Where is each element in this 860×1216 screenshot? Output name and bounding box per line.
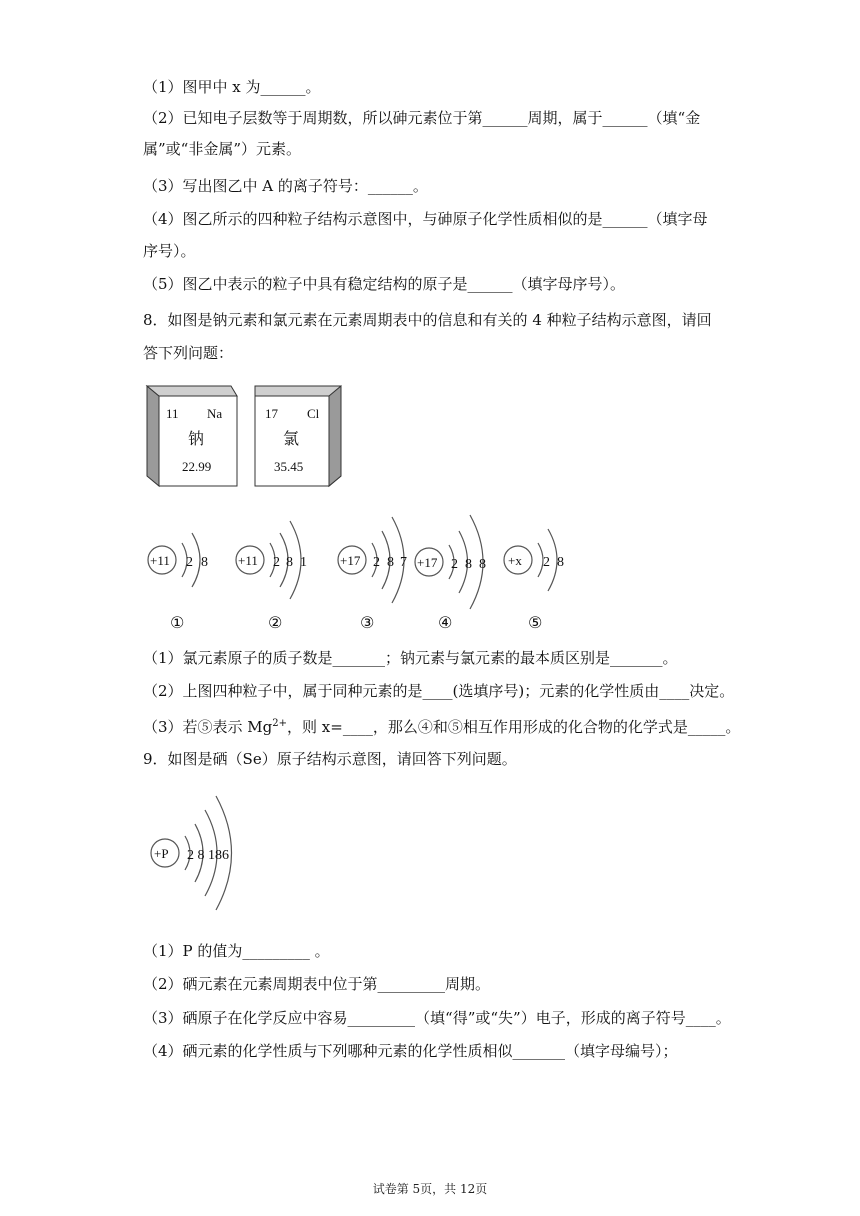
q7-2-line2: 属”或“非金属”）元素。: [143, 140, 302, 158]
q7-1: （1）图甲中 x 为______。: [143, 78, 321, 96]
q9-3: （3）硒原子在化学反应中容易_________（填“得”或“失”）电子，形成的离子符号____。: [143, 1009, 731, 1027]
page-footer: 试卷第 5页，共 12页: [372, 1182, 488, 1196]
particle-2-shell-3: 1: [300, 555, 307, 570]
particle-5-label: ⑤: [528, 613, 543, 632]
particle-5: [504, 529, 564, 632]
particle-4-label: ④: [438, 613, 453, 632]
particle-1-shell-1: 2: [186, 555, 193, 570]
particle-2: [236, 521, 307, 632]
particle-1-shell-2: 8: [201, 555, 208, 570]
particle-3-shell-1: 2: [373, 555, 380, 570]
tile-cl-number: 17: [265, 406, 278, 421]
q7-2-line1: （2）已知电子层数等于周期数，所以砷元素位于第______周期，属于______（填“金: [143, 109, 701, 127]
particle-4-shell-2: 8: [465, 557, 472, 572]
particle-4-shell-1: 2: [451, 557, 458, 572]
particle-4-shell-3: 8: [479, 557, 486, 572]
se-nucleus: +P: [154, 846, 169, 861]
particle-3-nucleus: +17: [340, 553, 361, 568]
particle-5-nucleus: +x: [508, 553, 522, 568]
particle-4: [415, 515, 486, 632]
tile-na-number: 11: [166, 406, 179, 421]
particle-1-label: ①: [170, 613, 185, 632]
tile-na-mass: 22.99: [182, 459, 212, 474]
particle-3-shell-2: 8: [387, 555, 394, 570]
q7-4-line2: 序号）。: [143, 242, 196, 260]
q8-3-suffix: ，则 x=____，那么④和⑤相互作用形成的化合物的化学式是_____。: [287, 718, 741, 736]
tile-cl-symbol: Cl: [307, 406, 320, 421]
particle-5-shell-1: 2: [543, 555, 550, 570]
q8-1: （1）氯元素原子的质子数是_______；钠元素与氯元素的最本质区别是_______。: [143, 649, 678, 667]
tile-sodium: [147, 386, 237, 486]
particle-1-nucleus: +11: [150, 553, 170, 568]
q7-5: （5）图乙中表示的粒子中具有稳定结构的原子是______（填字母序号）。: [143, 275, 626, 293]
q9-2: （2）硒元素在元素周期表中位于第_________周期。: [143, 975, 491, 993]
q8-stem-line1: 8．如图是钠元素和氯元素在元素周期表中的信息和有关的 4 种粒子结构示意图，请回: [143, 311, 712, 329]
tile-cl-name: 氯: [283, 429, 300, 448]
particle-3: [338, 517, 407, 632]
periodic-table-tiles: [145, 382, 385, 492]
tile-chlorine: [255, 386, 341, 486]
particle-2-shell-2: 8: [286, 555, 293, 570]
particle-1: [148, 533, 208, 632]
particle-5-shell-2: 8: [557, 555, 564, 570]
q8-2: （2）上图四种粒子中，属于同种元素的是____(选填序号)；元素的化学性质由____决定。: [143, 682, 735, 700]
q8-stem-line2: 答下列问题：: [143, 344, 234, 362]
particle-diagrams: [140, 505, 600, 635]
particle-3-shell-3: 7: [400, 555, 407, 570]
q7-3: （3）写出图乙中 A 的离子符号：______。: [143, 177, 428, 195]
q8-3: [143, 714, 740, 737]
particle-4-nucleus: +17: [417, 555, 438, 570]
q7-4-line1: （4）图乙所示的四种粒子结构示意图中，与砷原子化学性质相似的是______（填字母: [143, 210, 708, 228]
particle-2-nucleus: +11: [238, 553, 258, 568]
se-shell-numbers: 2 8 186: [187, 848, 229, 863]
tile-na-symbol: Na: [207, 406, 223, 421]
q8-3-prefix: （3）若⑤表示 Mg: [143, 718, 273, 736]
tile-na-name: 钠: [188, 429, 205, 448]
particle-2-label: ②: [268, 613, 283, 632]
tile-cl-mass: 35.45: [274, 459, 304, 474]
q9-1: （1）P 的值为_________ 。: [143, 942, 330, 960]
particle-2-shell-1: 2: [273, 555, 280, 570]
q8-3-superscript: 2+: [272, 718, 288, 729]
selenium-atom-diagram: [145, 792, 265, 912]
q9-4: （4）硒元素的化学性质与下列哪种元素的化学性质相似_______（填字母编号）；: [143, 1042, 678, 1060]
particle-3-label: ③: [360, 613, 375, 632]
q9-stem: 9．如图是硒（Se）原子结构示意图，请回答下列问题。: [143, 750, 517, 768]
